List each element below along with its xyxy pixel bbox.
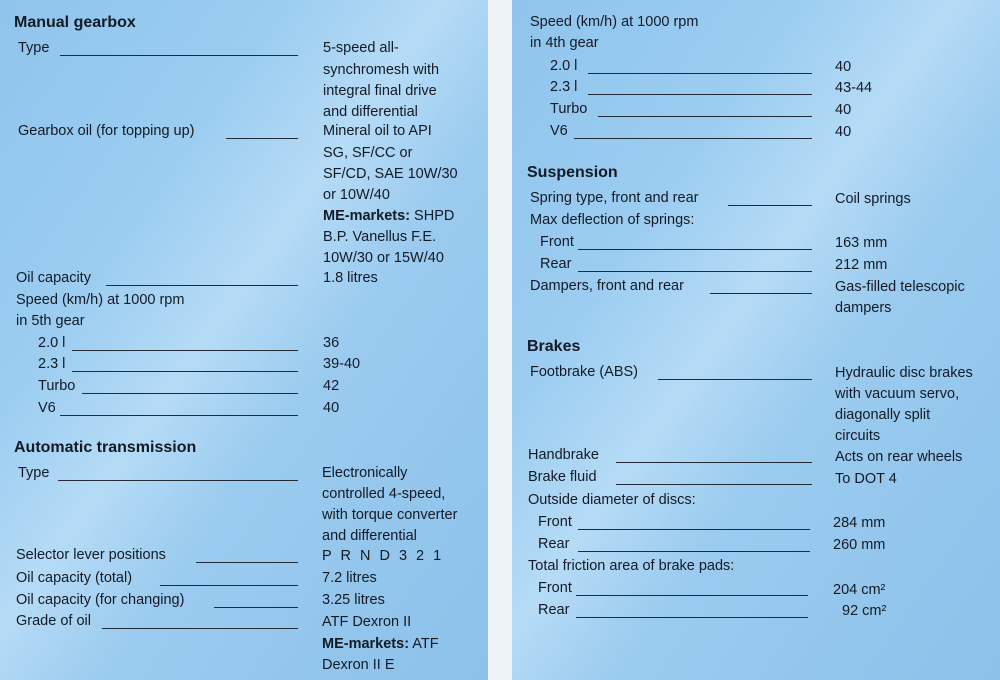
oil-change-label: Oil capacity (for changing): [16, 592, 185, 608]
leader-line: [578, 249, 812, 250]
oil-capacity-label: Oil capacity: [16, 270, 91, 286]
gearbox-oil-label: Gearbox oil (for topping up): [18, 123, 195, 139]
speed-row-label: V6: [38, 400, 56, 416]
leader-line: [710, 293, 812, 294]
leader-line: [658, 379, 812, 380]
me-markets-rest: ATF: [409, 636, 439, 652]
disc-front-value: 284 mm: [833, 515, 886, 531]
speed-row-value: 36: [323, 335, 340, 351]
leader-line: [214, 607, 298, 608]
suspension-heading: Suspension: [527, 164, 618, 181]
type-label: Type: [18, 40, 50, 56]
speed-row-label: 2.3 l: [38, 356, 66, 372]
speed-row-value: 40: [323, 400, 340, 416]
leader-line: [60, 55, 298, 56]
me-markets-label: ME-markets:: [323, 208, 411, 224]
gearbox-oil-value: SG, SF/CC or: [323, 145, 413, 161]
gearbox-oil-value: SF/CD, SAE 10W/30: [323, 166, 458, 182]
leader-line: [58, 480, 298, 481]
leader-line: [106, 285, 298, 286]
dampers-value: Gas-filled telescopic: [835, 279, 965, 295]
speed4-row-label: 2.3 l: [550, 79, 578, 95]
brake-fluid-value: To DOT 4: [835, 471, 897, 487]
speed4-row-label: 2.0 l: [550, 58, 578, 74]
dampers-label: Dampers, front and rear: [530, 278, 684, 294]
spring-type-label: Spring type, front and rear: [530, 190, 699, 206]
leader-line: [576, 595, 808, 596]
leader-line: [102, 628, 298, 629]
pads-front-label: Front: [538, 580, 572, 596]
footbrake-value: with vacuum servo,: [835, 386, 960, 402]
leader-line: [82, 393, 298, 394]
leader-line: [160, 585, 298, 586]
leader-line: [196, 562, 298, 563]
brake-fluid-label: Brake fluid: [528, 469, 597, 485]
leader-line: [578, 271, 812, 272]
right-panel: [512, 0, 1000, 680]
pads-area-label: Total friction area of brake pads:: [528, 558, 735, 574]
oil-total-value: 7.2 litres: [322, 570, 377, 586]
manual-gearbox-heading: Manual gearbox: [14, 14, 136, 31]
dampers-value: dampers: [835, 300, 892, 316]
handbrake-label: Handbrake: [528, 447, 599, 463]
leader-line: [598, 116, 812, 117]
speed-5th-label: Speed (km/h) at 1000 rpm: [16, 292, 185, 308]
speed4-row-value: 40: [835, 59, 852, 75]
gearbox-oil-value: Mineral oil to API: [323, 123, 432, 139]
speed-row-value: 42: [323, 378, 340, 394]
front-label: Front: [540, 234, 574, 250]
selector-label: Selector lever positions: [16, 547, 166, 563]
grade-value: Dexron II E: [322, 657, 395, 673]
auto-type-value: with torque converter: [322, 507, 458, 523]
auto-type-value: Electronically: [322, 465, 408, 481]
me-markets-label: ME-markets:: [322, 636, 410, 652]
speed4-row-label: V6: [550, 123, 568, 139]
leader-line: [576, 617, 808, 618]
type-value-line: synchromesh with: [323, 62, 440, 78]
leader-line: [728, 205, 812, 206]
leader-line: [588, 94, 812, 95]
pads-rear-label: Rear: [538, 602, 570, 618]
gearbox-oil-value: B.P. Vanellus F.E.: [323, 229, 437, 245]
gearbox-oil-value: 10W/30 or 15W/40: [323, 250, 444, 266]
speed-4th-label: Speed (km/h) at 1000 rpm: [530, 14, 699, 30]
automatic-transmission-heading: Automatic transmission: [14, 439, 197, 456]
pads-front-value: 204 cm²: [833, 582, 886, 598]
leader-line: [616, 484, 812, 485]
me-markets-line: [322, 634, 439, 656]
leader-line: [60, 415, 298, 416]
footbrake-value: diagonally split: [835, 407, 931, 423]
grade-value: ATF Dexron II: [322, 614, 412, 630]
disc-diameter-label: Outside diameter of discs:: [528, 492, 696, 508]
oil-change-value: 3.25 litres: [322, 592, 385, 608]
leader-line: [578, 551, 810, 552]
oil-total-label: Oil capacity (total): [16, 570, 133, 586]
speed4-row-value: 43-44: [835, 80, 873, 96]
speed-4th-label: in 4th gear: [530, 35, 599, 51]
speed4-row-label: Turbo: [550, 101, 588, 117]
footbrake-label: Footbrake (ABS): [530, 364, 638, 380]
disc-front-label: Front: [538, 514, 572, 530]
speed-row-value: 39-40: [323, 356, 361, 372]
me-markets-rest: SHPD: [410, 208, 455, 224]
speed-row-label: Turbo: [38, 378, 76, 394]
type-value-line: and differential: [323, 104, 418, 120]
selector-value: P R N D 3 2 1: [322, 548, 444, 564]
grade-label: Grade of oil: [16, 613, 91, 629]
speed4-row-value: 40: [835, 124, 852, 140]
pads-rear-value: 92 cm²: [842, 603, 887, 619]
leader-line: [226, 138, 298, 139]
auto-type-value: controlled 4-speed,: [322, 486, 446, 502]
left-panel: [0, 0, 488, 680]
leader-line: [72, 350, 298, 351]
speed-5th-label: in 5th gear: [16, 313, 85, 329]
type-value-line: integral final drive: [323, 83, 437, 99]
handbrake-value: Acts on rear wheels: [835, 449, 963, 465]
footbrake-value: Hydraulic disc brakes: [835, 365, 973, 381]
auto-type-label: Type: [18, 465, 50, 481]
speed-row-label: 2.0 l: [38, 335, 66, 351]
rear-label: Rear: [540, 256, 572, 272]
footbrake-value: circuits: [835, 428, 881, 444]
leader-line: [574, 138, 812, 139]
disc-rear-label: Rear: [538, 536, 570, 552]
leader-line: [588, 73, 812, 74]
leader-line: [616, 462, 812, 463]
leader-line: [72, 371, 298, 372]
me-markets-line: [323, 206, 454, 228]
type-value-line: 5-speed all-: [323, 40, 399, 56]
front-value: 163 mm: [835, 235, 888, 251]
spring-type-value: Coil springs: [835, 191, 911, 207]
disc-rear-value: 260 mm: [833, 537, 886, 553]
brakes-heading: Brakes: [527, 338, 581, 355]
leader-line: [578, 529, 810, 530]
gearbox-oil-value: or 10W/40: [323, 187, 390, 203]
speed4-row-value: 40: [835, 102, 852, 118]
deflection-label: Max deflection of springs:: [530, 212, 695, 228]
rear-value: 212 mm: [835, 257, 888, 273]
auto-type-value: and differential: [322, 528, 417, 544]
oil-capacity-value: 1.8 litres: [323, 270, 378, 286]
